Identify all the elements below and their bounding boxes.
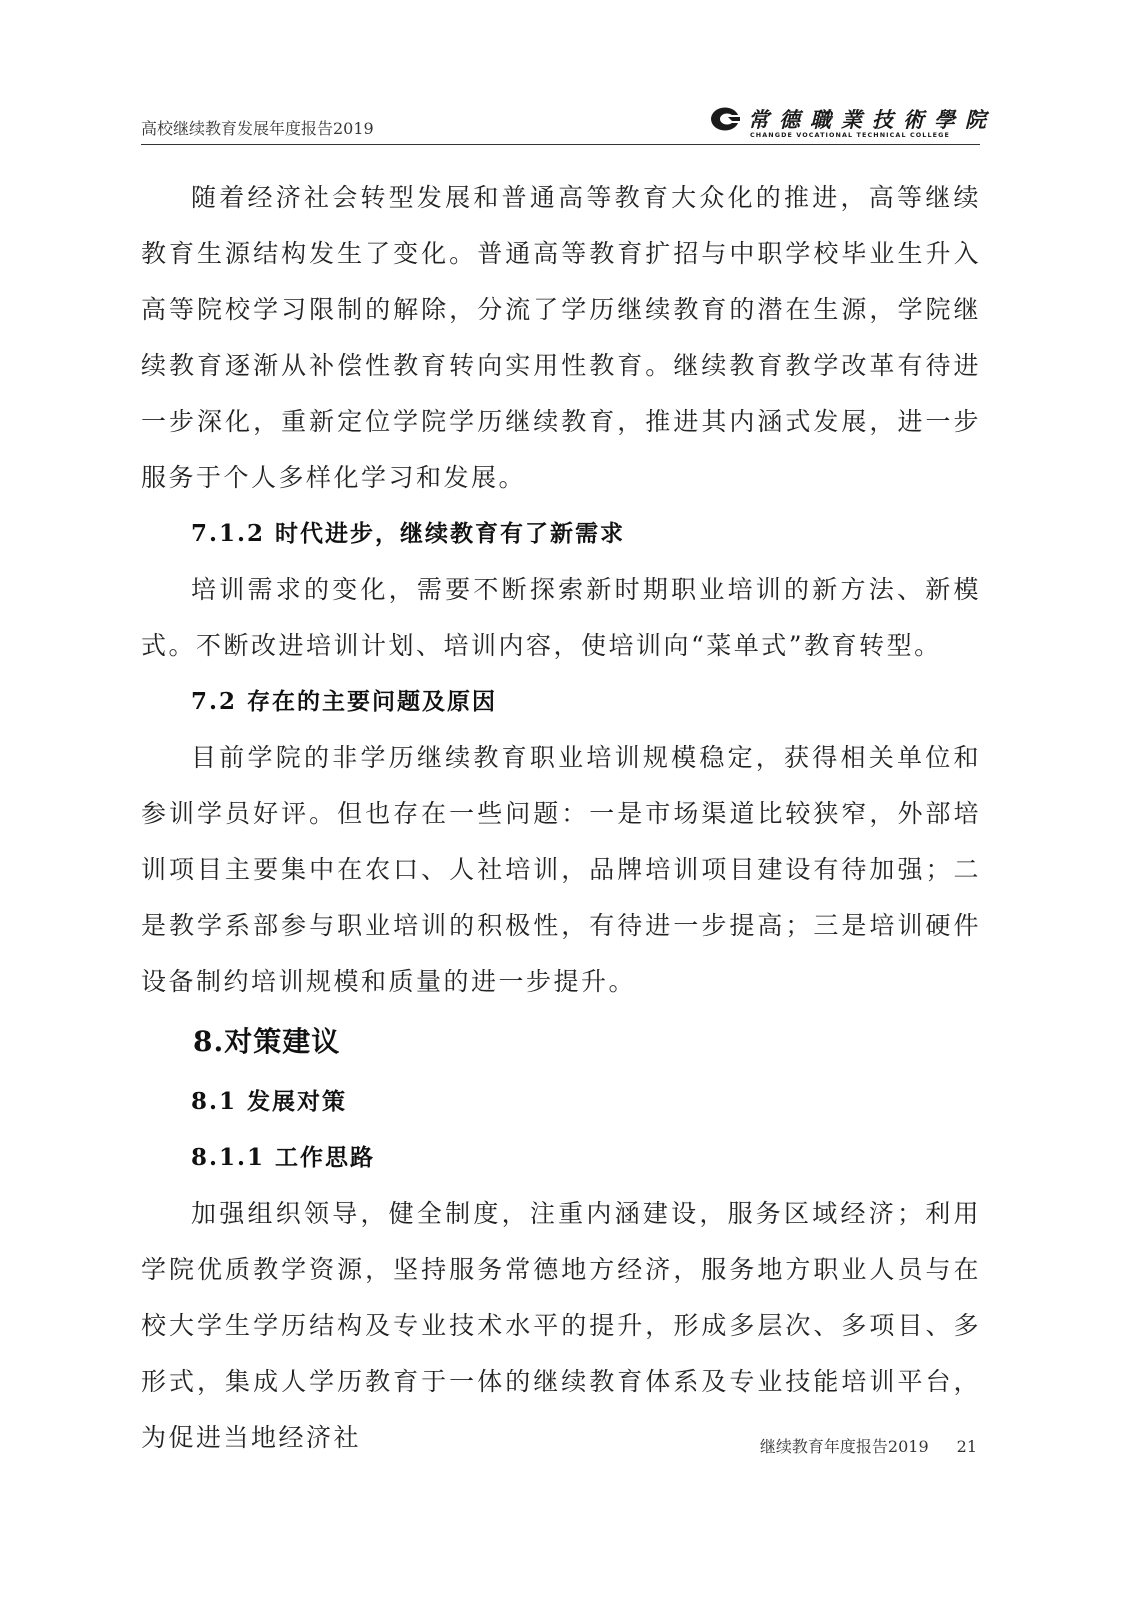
logo-english-name: CHANGDE VOCATIONAL TECHNICAL COLLEGE: [750, 131, 950, 139]
footer-title: 继续教育年度报告2019: [759, 1437, 929, 1456]
heading-7-1-2: 7.1.2 时代进步，继续教育有了新需求: [191, 520, 626, 547]
logo-chinese-name: 常德職業技術學院: [748, 107, 996, 132]
page-content: [141, 170, 981, 1466]
page-header: [141, 104, 996, 145]
college-logo: [710, 104, 996, 144]
heading-8-1: 8.1 发展对策: [191, 1088, 348, 1115]
page-number: 21: [956, 1437, 977, 1456]
paragraph-3: 目前学院的非学历继续教育职业培训规模稳定，获得相关单位和参训学员好评。但也存在一些问题：一是市场渠道比较狭窄，外部培训项目主要集中在农口、人社培训，品牌培训项目建设有待加强；二是教学系部参与职业培训的积极性，有待进一步提高；三是培训硬件设备制约培训规模和质量的进一步提升。: [141, 743, 981, 996]
page-footer: [760, 1434, 977, 1457]
paragraph-1: 随着经济社会转型发展和普通高等教育大众化的推进，高等继续教育生源结构发生了变化。普通高等教育扩招与中职学校毕业生升入高等院校学习限制的解除，分流了学历继续教育的潜在生源，学院继续教育逐渐从补偿性教育转向实用性教育。继续教育教学改革有待进一步深化，重新定位学院学历继续教育，推进其内涵式发展，进一步服务于个人多样化学习和发展。: [141, 183, 981, 492]
paragraph-4: 加强组织领导，健全制度，注重内涵建设，服务区域经济；利用学院优质教学资源，坚持服务常德地方经济，服务地方职业人员与在校大学生学历结构及专业技术水平的提升，形成多层次、多项目、多形式，集成人学历教育于一体的继续教育体系及专业技能培训平台，为促进当地经济社: [141, 1199, 981, 1452]
college-logo-icon: [710, 106, 744, 132]
heading-8-1-1: 8.1.1 工作思路: [191, 1144, 376, 1171]
heading-8: 8.对策建议: [193, 1025, 341, 1058]
paragraph-2: 培训需求的变化，需要不断探索新时期职业培训的新方法、新模式。不断改进培训计划、培训内容，使培训向“菜单式”教育转型。: [141, 575, 981, 660]
heading-7-2: 7.2 存在的主要问题及原因: [191, 688, 498, 715]
header-title: 高校继续教育发展年度报告2019: [141, 119, 374, 138]
